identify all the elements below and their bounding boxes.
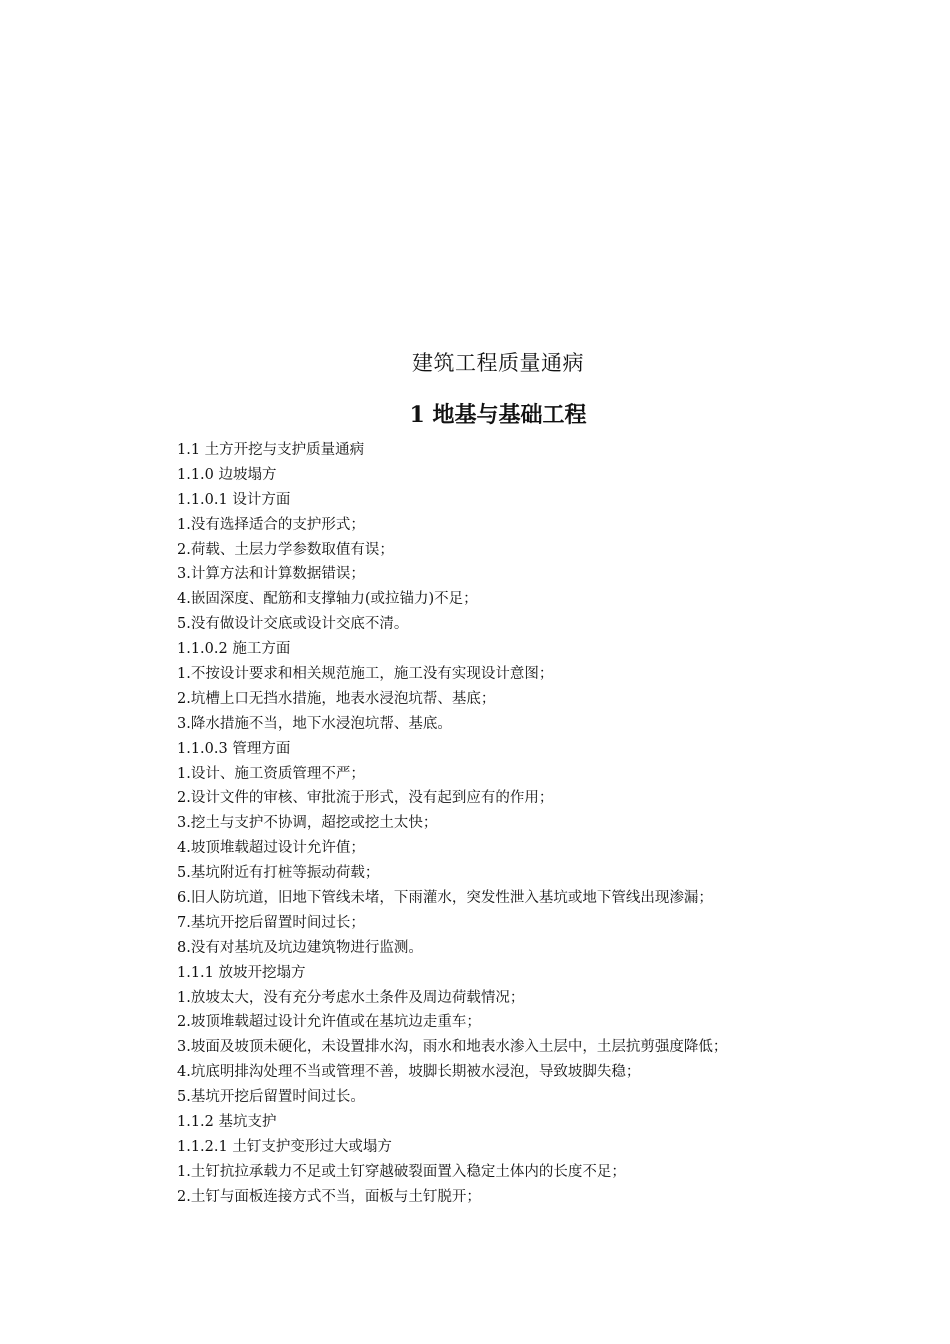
text-line: 3.挖土与支护不协调，超挖或挖土太快； xyxy=(177,815,438,832)
text-line: 3.降水措施不当，地下水浸泡坑帮、基底。 xyxy=(177,715,452,732)
document-title: 建筑工程质量通病 xyxy=(412,351,584,375)
text-line: 1.设计、施工资质管理不严； xyxy=(177,765,365,782)
text-line: 1.1.0.2 施工方面 xyxy=(177,641,291,658)
text-line: 6.旧人防坑道，旧地下管线未堵，下雨灌水，突发性泄入基坑或地下管线出现渗漏； xyxy=(177,890,713,907)
text-line: 2.土钉与面板连接方式不当，面板与土钉脱开； xyxy=(177,1188,481,1205)
text-line: 1.1.2.1 土钉支护变形过大或塌方 xyxy=(177,1138,392,1155)
text-line: 2.荷载、土层力学参数取值有误； xyxy=(177,541,394,558)
document-body xyxy=(177,438,917,1210)
text-line: 1.不按设计要求和相关规范施工，施工没有实现设计意图； xyxy=(177,666,554,683)
text-line: 3.坡面及坡顶未硬化，未设置排水沟，雨水和地表水渗入土层中，土层抗剪强度降低； xyxy=(177,1039,728,1056)
text-line: 1.1.1 放坡开挖塌方 xyxy=(177,964,306,981)
text-line: 3.计算方法和计算数据错误； xyxy=(177,566,365,583)
text-line: 1.没有选择适合的支护形式； xyxy=(177,516,365,533)
text-line: 1.土钉抗拉承载力不足或土钉穿越破裂面置入稳定土体内的长度不足； xyxy=(177,1163,626,1180)
text-line: 2.设计文件的审核、审批流于形式，没有起到应有的作用； xyxy=(177,790,554,807)
text-line: 2.坑槽上口无挡水措施，地表水浸泡坑帮、基底； xyxy=(177,690,496,707)
text-line: 5.基坑附近有打桩等振动荷载； xyxy=(177,865,380,882)
text-line: 2.坡顶堆载超过设计允许值或在基坑边走重车； xyxy=(177,1014,481,1031)
text-line: 1.1 土方开挖与支护质量通病 xyxy=(177,442,365,458)
text-line: 5.没有做设计交底或设计交底不清。 xyxy=(177,616,409,633)
text-line: 1.1.2 基坑支护 xyxy=(177,1114,277,1131)
text-line: 1.1.0.1 设计方面 xyxy=(177,491,291,508)
text-line: 8.没有对基坑及坑边建筑物进行监测。 xyxy=(177,939,423,956)
text-line: 1.放坡太大，没有充分考虑水土条件及周边荷载情况； xyxy=(177,989,525,1006)
chapter-heading: 1 地基与基础工程 xyxy=(409,402,587,428)
text-line: 1.1.0.3 管理方面 xyxy=(177,740,291,757)
text-line: 1.1.0 边坡塌方 xyxy=(177,466,277,483)
text-line: 4.坡顶堆载超过设计允许值； xyxy=(177,840,365,857)
text-line: 4.嵌固深度、配筋和支撑轴力(或拉锚力)不足； xyxy=(177,591,478,608)
text-line: 7.基坑开挖后留置时间过长； xyxy=(177,914,365,931)
text-line: 4.坑底明排沟处理不当或管理不善，坡脚长期被水浸泡，导致坡脚失稳； xyxy=(177,1064,641,1081)
text-line: 5.基坑开挖后留置时间过长。 xyxy=(177,1089,365,1106)
